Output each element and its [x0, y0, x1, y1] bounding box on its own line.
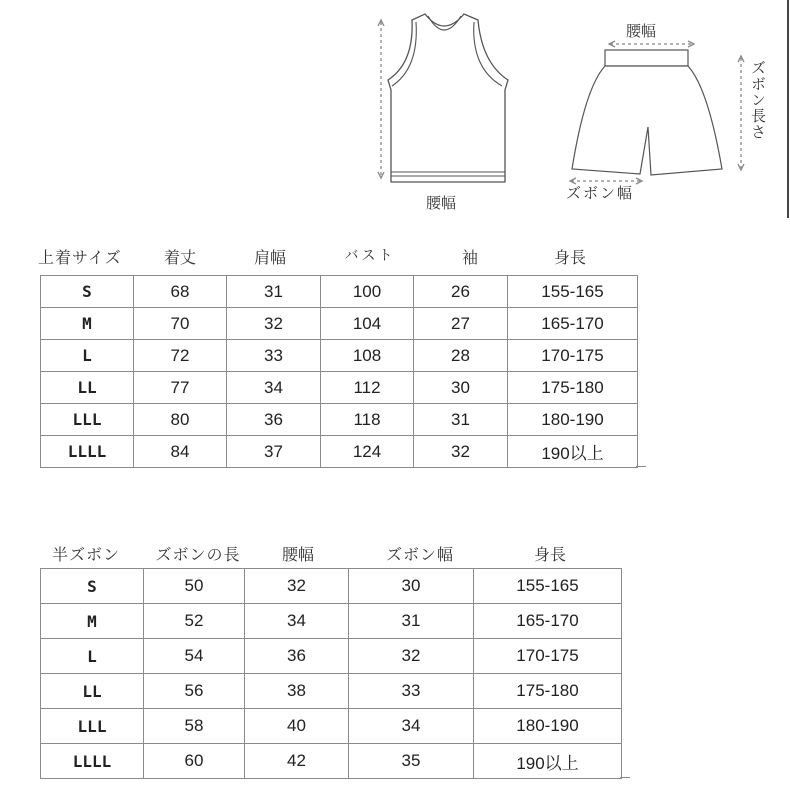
waist-cell: 34	[245, 604, 349, 639]
height-cell: 170-175	[508, 340, 638, 372]
top-header-height: 身長	[553, 248, 586, 267]
height-cell: 180-190	[508, 404, 638, 436]
waist-cell: 42	[245, 744, 349, 779]
bottom-header-waist: 腰幅	[281, 545, 314, 564]
sleeve-cell: 28	[414, 340, 508, 372]
height-cell: 165-170	[508, 308, 638, 340]
length-cell: 77	[134, 372, 227, 404]
height-cell: 170-175	[474, 639, 622, 674]
table-row	[41, 639, 622, 674]
table-border-overhang	[636, 466, 646, 467]
size-cell: M	[41, 604, 144, 639]
shorts-illustration	[565, 38, 765, 188]
table-row	[41, 436, 638, 468]
shoulder-cell: 37	[227, 436, 321, 468]
table-row	[41, 372, 638, 404]
bottom-header-height: 身長	[533, 545, 566, 564]
waist-cell: 32	[245, 569, 349, 604]
size-cell: LLL	[41, 404, 134, 436]
height-cell: 180-190	[474, 709, 622, 744]
right-edge-divider	[787, 0, 789, 218]
top-header-sleeve: 袖	[461, 248, 478, 267]
length-cell: 80	[134, 404, 227, 436]
table-row	[41, 744, 622, 779]
bust-cell: 124	[321, 436, 414, 468]
size-cell: LL	[41, 372, 134, 404]
size-cell: S	[41, 569, 144, 604]
waist-cell: 38	[245, 674, 349, 709]
top-header-bust: バスト	[344, 248, 396, 264]
size-cell: S	[41, 276, 134, 308]
bottom-header-pants-length: ズボンの長	[155, 545, 241, 564]
pants-length-cell: 58	[144, 709, 245, 744]
table-row	[41, 569, 622, 604]
shoulder-cell: 36	[227, 404, 321, 436]
leg-width-cell: 35	[349, 744, 474, 779]
shorts-length-label: ズボン長さ	[749, 60, 767, 140]
pants-length-cell: 52	[144, 604, 245, 639]
shoulder-cell: 32	[227, 308, 321, 340]
height-cell: 165-170	[474, 604, 622, 639]
bust-cell: 108	[321, 340, 414, 372]
shoulder-cell: 33	[227, 340, 321, 372]
top-header-shoulder: 肩幅	[253, 248, 286, 267]
height-cell: 155-165	[474, 569, 622, 604]
table-row	[41, 276, 638, 308]
height-cell: 175-180	[508, 372, 638, 404]
size-cell: LLL	[41, 709, 144, 744]
length-cell: 84	[134, 436, 227, 468]
waist-cell: 40	[245, 709, 349, 744]
sleeve-cell: 32	[414, 436, 508, 468]
height-cell: 175-180	[474, 674, 622, 709]
pants-length-cell: 56	[144, 674, 245, 709]
bottom-size-table	[40, 568, 622, 779]
table-row	[41, 604, 622, 639]
length-cell: 72	[134, 340, 227, 372]
height-cell: 155-165	[508, 276, 638, 308]
sleeve-cell: 31	[414, 404, 508, 436]
size-cell: LLLL	[41, 436, 134, 468]
tank-top-waist-label: 腰幅	[426, 194, 457, 212]
size-cell: LLLL	[41, 744, 144, 779]
size-cell: LL	[41, 674, 144, 709]
shorts-leg-width-label: ズボン幅	[566, 184, 635, 202]
sleeve-cell: 30	[414, 372, 508, 404]
pants-length-cell: 50	[144, 569, 245, 604]
height-cell: 190以上	[508, 436, 638, 468]
bottom-header-size: 半ズボン	[52, 545, 121, 564]
size-cell: M	[41, 308, 134, 340]
bust-cell: 104	[321, 308, 414, 340]
waist-cell: 36	[245, 639, 349, 674]
bust-cell: 112	[321, 372, 414, 404]
length-cell: 68	[134, 276, 227, 308]
leg-width-cell: 32	[349, 639, 474, 674]
table-row	[41, 308, 638, 340]
table-row	[41, 709, 622, 744]
table-border-overhang	[620, 777, 630, 778]
table-row	[41, 340, 638, 372]
height-cell: 190以上	[474, 744, 622, 779]
top-header-length: 着丈	[163, 248, 196, 267]
table-row	[41, 404, 638, 436]
shoulder-cell: 31	[227, 276, 321, 308]
shoulder-cell: 34	[227, 372, 321, 404]
size-cell: L	[41, 340, 134, 372]
bust-cell: 118	[321, 404, 414, 436]
leg-width-cell: 30	[349, 569, 474, 604]
pants-length-cell: 60	[144, 744, 245, 779]
leg-width-cell: 33	[349, 674, 474, 709]
tank-top-illustration	[372, 8, 517, 190]
size-cell: L	[41, 639, 144, 674]
pants-length-cell: 54	[144, 639, 245, 674]
table-row	[41, 674, 622, 709]
length-cell: 70	[134, 308, 227, 340]
bust-cell: 100	[321, 276, 414, 308]
sleeve-cell: 26	[414, 276, 508, 308]
leg-width-cell: 34	[349, 709, 474, 744]
top-header-size: 上着サイズ	[38, 248, 122, 267]
top-size-table	[40, 275, 638, 468]
shorts-waist-label: 腰幅	[626, 22, 657, 40]
sleeve-cell: 27	[414, 308, 508, 340]
leg-width-cell: 31	[349, 604, 474, 639]
bottom-header-leg-width: ズボン幅	[385, 545, 454, 564]
